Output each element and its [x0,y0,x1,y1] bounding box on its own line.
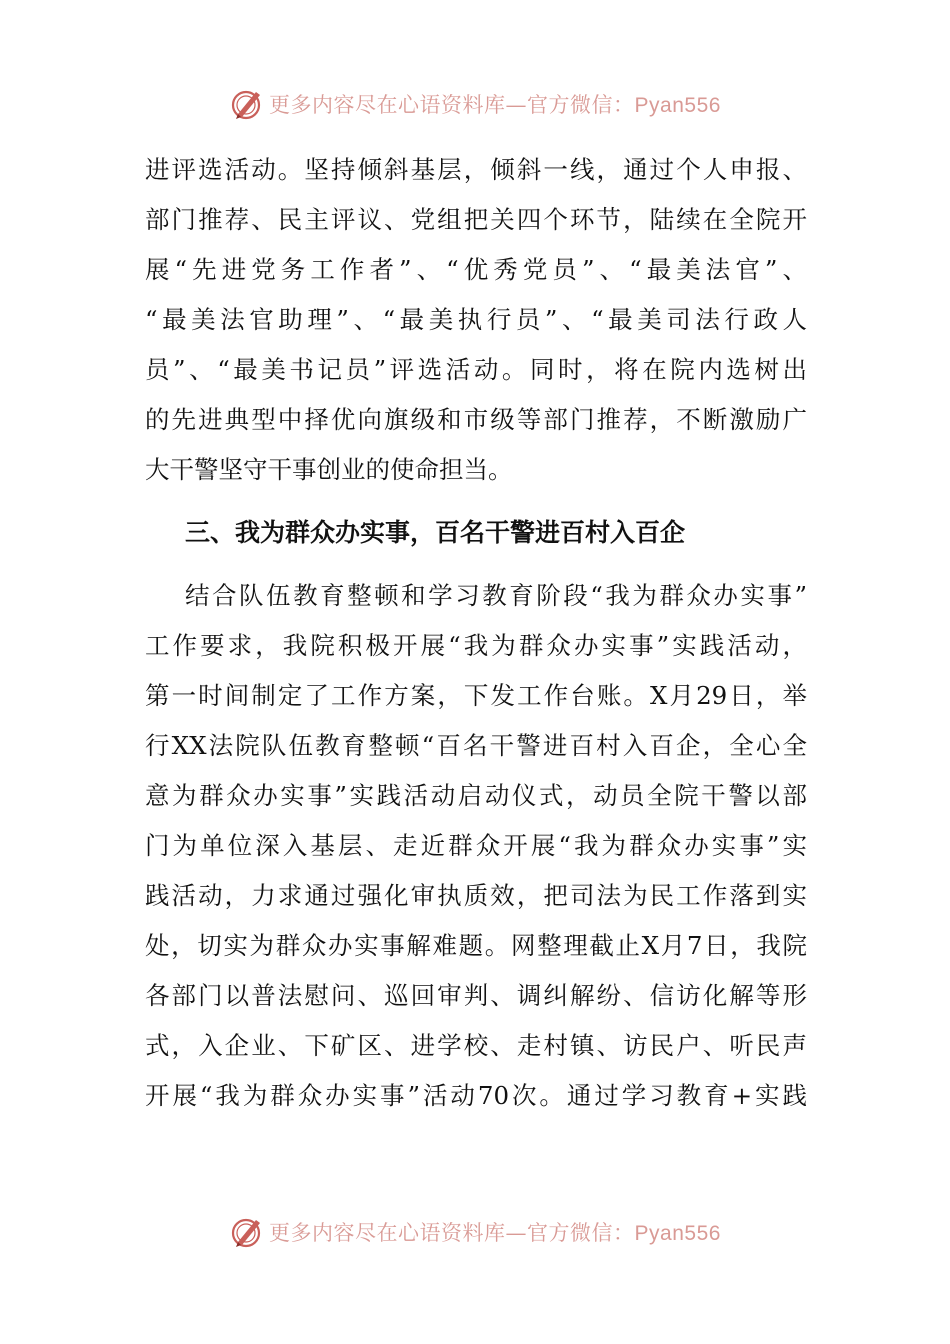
watermark-text: 更多内容尽在心语资料库—官方微信：Pyan556 [269,93,721,117]
text-line: 进评选活动。坚持倾斜基层，倾斜一线，通过个人申报、 [145,155,807,184]
text-line: “最美法官助理”、“最美执行员”、“最美司法行政人 [145,305,807,334]
text-line: 大干警坚守干事创业的使命担当。 [145,455,513,484]
document-body [145,145,807,1121]
footer-watermark [0,1212,950,1252]
header-watermark [0,84,950,124]
text-line: 行XX法院队伍教育整顿“百名干警进百村入百企，全心全 [145,731,807,760]
text-line: 第一时间制定了工作方案，下发工作台账。X月29日，举 [145,681,807,710]
text-line: 的先进典型中择优向旗级和市级等部门推荐，不断激励广 [145,405,807,434]
pen-logo-icon [229,1214,265,1250]
paragraph [145,145,807,495]
text-line: 开展“我为群众办实事”活动70次。通过学习教育+实践 [145,1081,807,1110]
section-heading: 三、我为群众办实事，百名干警进百村入百企 [185,518,686,547]
text-line: 展“先进党务工作者”、“优秀党员”、“最美法官”、 [145,255,807,284]
text-line: 意为群众办实事”实践活动启动仪式，动员全院干警以部 [145,781,807,810]
text-line: 结合队伍教育整顿和学习教育阶段“我为群众办实事” [185,581,807,610]
text-line: 式，入企业、下矿区、进学校、走村镇、访民户、听民声 [145,1031,807,1060]
text-line: 践活动，力求通过强化审执质效，把司法为民工作落到实 [145,881,807,910]
paragraph [145,571,807,1121]
text-line: 工作要求，我院积极开展“我为群众办实事”实践活动， [145,631,807,660]
text-line: 门为单位深入基层、走近群众开展“我为群众办实事”实 [145,831,807,860]
text-line: 员”、“最美书记员”评选活动。同时，将在院内选树出 [145,355,807,384]
watermark-text: 更多内容尽在心语资料库—官方微信：Pyan556 [269,1221,721,1245]
text-line: 处，切实为群众办实事解难题。网整理截止X月7日，我院 [145,931,807,960]
text-line: 部门推荐、民主评议、党组把关四个环节，陆续在全院开 [145,205,807,234]
pen-logo-icon [229,86,265,122]
text-line: 各部门以普法慰问、巡回审判、调纠解纷、信访化解等形 [145,981,807,1010]
